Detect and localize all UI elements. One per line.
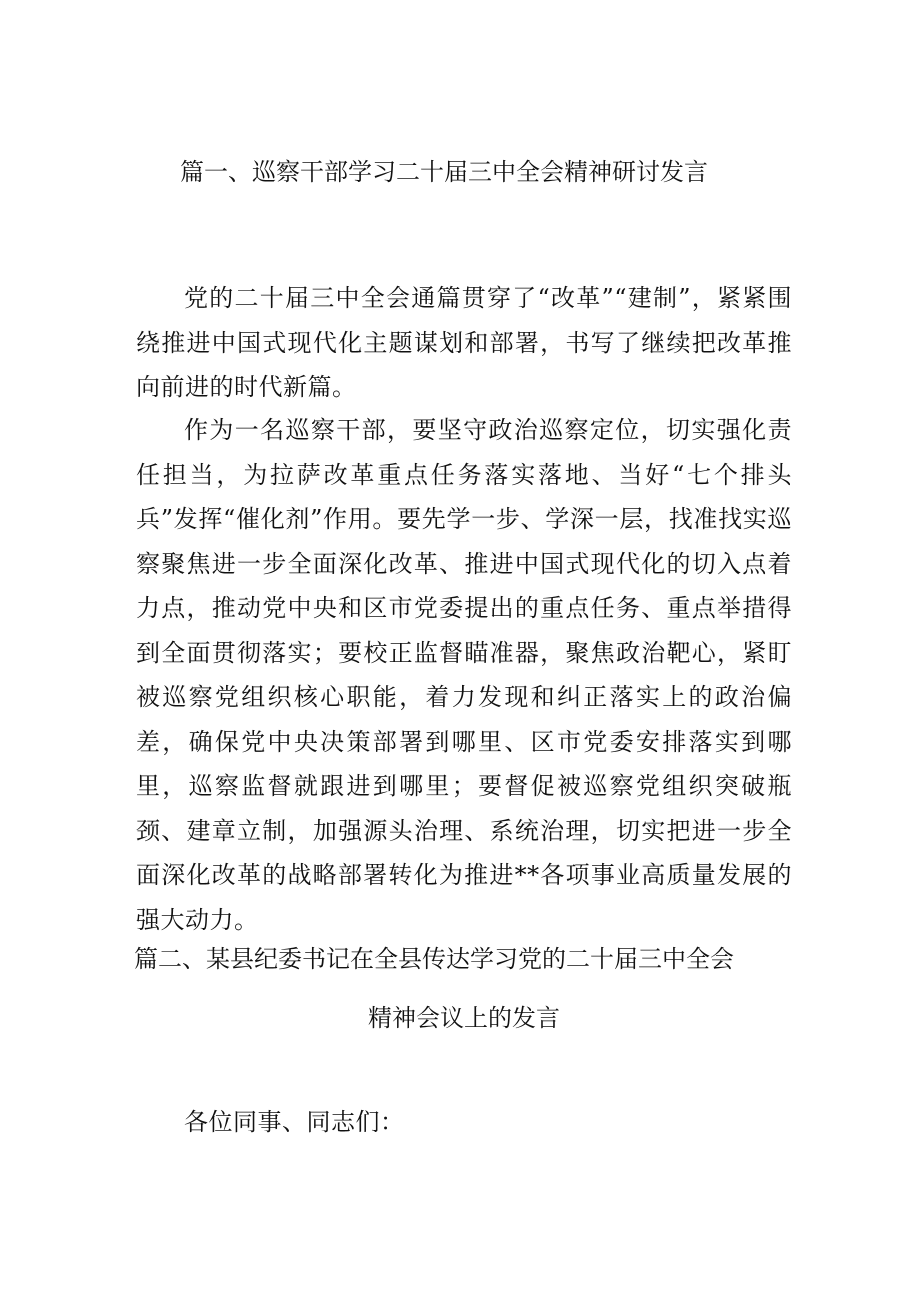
section1-title: 篇一、巡察干部学习二十届三中全会精神研讨发言 xyxy=(180,158,708,186)
section2-title-line1: 篇二、某县纪委书记在全县传达学习党的二十届三中全会 xyxy=(134,945,734,973)
section2-title-line2: 精神会议上的发言 xyxy=(368,1004,560,1032)
section1-paragraph-1: 党的二十届三中全会通篇贯穿了“改革”“建制”，紧紧围绕推进中国式现代化主题谋划和部署，书写了继续把改革推向前进的时代新篇。 xyxy=(136,284,792,401)
section1-paragraph-2: 作为一名巡察干部，要坚守政治巡察定位，切实强化责任担当，为拉萨改革重点任务落实落地、当好“七个排头兵”发挥“催化剂”作用。要先学一步、学深一层，找准找实巡察聚焦进一步全面深化改革、推进中国式现代化的切入点着力点，推动党中央和区市党委提出的重点任务、重点举措得到全面贯彻落实；要校正监督瞄准器，聚焦政治靶心，紧盯被巡察党组织核心职能，着力发现和纠正落实上的政治偏差，确保党中央决策部署到哪里、区市党委安排落实到哪里，巡察监督就跟进到哪里；要督促被巡察党组织突破瓶颈、建章立制，加强源头治理、系统治理，切实把进一步全面深化改革的战略部署转化为推进**各项事业高质量发展的强大动力。 xyxy=(136,416,792,934)
section2-salutation: 各位同事、同志们： xyxy=(184,1108,405,1136)
